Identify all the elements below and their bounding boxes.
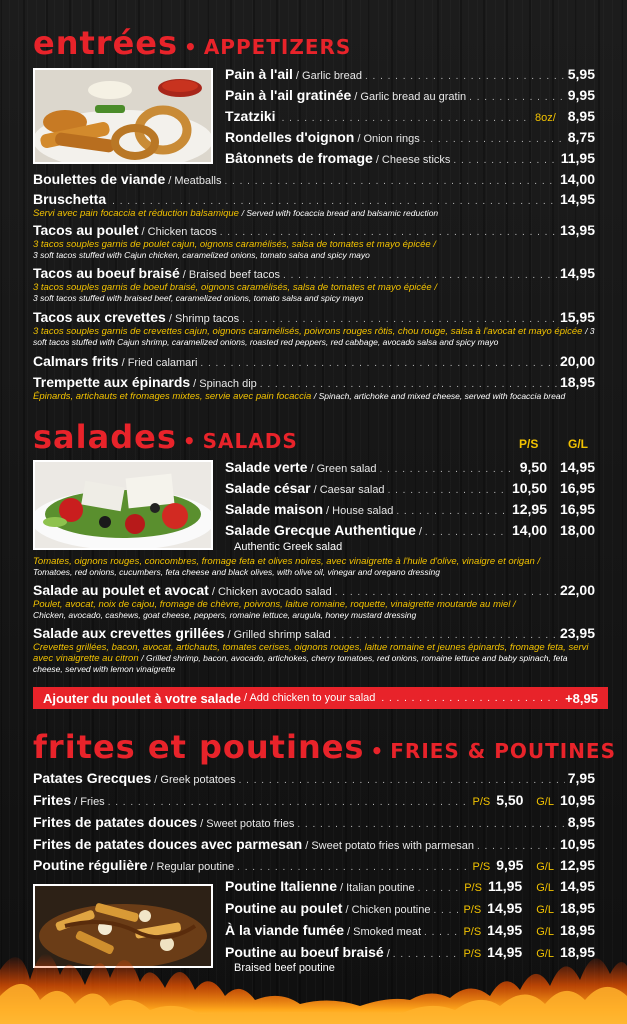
appetizer-photo bbox=[33, 68, 213, 164]
entrees-heading: entrées • APPETIZERS bbox=[33, 24, 352, 62]
menu-item: Patates Grecques / Greek potatoes . . . 7,95 bbox=[33, 770, 595, 790]
menu-item: Salade verte / Green salad . . . 9,50 14,95 bbox=[225, 459, 595, 479]
item-english-name: Authentic Greek salad bbox=[234, 541, 343, 553]
menu-item: Salade au poulet et avocat / Chicken avocado salad . . . 22,00 bbox=[33, 582, 595, 602]
item-english-name: Braised beef poutine bbox=[234, 962, 335, 974]
item-description: Tomates, oignons rouges, concombres, fromage feta et olives noires, avec vinaigrette à l'huile d'olive, vinaigre et origan / Tomatoes, red onions, cucumbers, feta cheese and black olives, with olive oil, vinegar and oregano dressing bbox=[33, 556, 541, 577]
item-description: Poulet, avocat, noix de cajou, fromage de chèvre, poivrons, laitue romaine, roquette, vinaigrette moutarde au miel / Chicken, avocado, cashews, goat cheese, peppers, romaine lettuce, arugula, honey mustard dressing bbox=[33, 599, 516, 620]
menu-item: Poutine régulière / Regular poutine . . . P/S 9,95 G/L 12,95 bbox=[33, 857, 595, 877]
menu-item: Tacos au poulet / Chicken tacos . . . 13,95 bbox=[33, 222, 595, 242]
menu-item: À la viande fumée / Smoked meat . . . P/S 14,95 G/L 18,95 bbox=[225, 922, 595, 942]
item-description: Épinards, artichauts et fromages mixtes, servie avec pain focaccia / Spinach, artichoke and mixed cheese, served with focaccia bread bbox=[33, 391, 566, 402]
menu-item: Poutine Italienne / Italian poutine . . . P/S 11,95 G/L 14,95 bbox=[225, 878, 595, 898]
menu-item: Bâtonnets de fromage / Cheese sticks . . . 11,95 bbox=[225, 150, 595, 170]
salades-title: salades bbox=[33, 418, 177, 456]
menu-item: Salade maison / House salad . . . 12,95 16,95 bbox=[225, 501, 595, 521]
menu-item: Salade césar / Caesar salad . . . 10,50 16,95 bbox=[225, 480, 595, 500]
menu-item: Salade Grecque Authentique / . . . 14,00 18,00 bbox=[225, 522, 595, 542]
entrees-title: entrées bbox=[33, 24, 179, 62]
item-description: Crevettes grillées, bacon, avocat, artichauts, tomates cerises, oignons rouges, laitue romaine et jeunes épinards, fromage feta, servi avec vinaigrette au citron / Grilled shrimp, bacon, avocado, artichokes, cherry tomatoes, red onions, romaine lettuce and baby spinach, feta cheese, served with lemon vinaigrette bbox=[33, 642, 589, 674]
menu-item: Frites de patates douces / Sweet potato fries . . . 8,95 bbox=[33, 814, 595, 834]
menu-item: Poutine au boeuf braisé / . . . P/S 14,95 G/L 18,95 bbox=[225, 944, 595, 964]
item-description: Servi avec pain focaccia et réduction balsamique / Served with focaccia bread and balsamic reduction bbox=[33, 208, 439, 219]
menu-item: Pain à l'ail / Garlic bread . . . 5,95 bbox=[225, 66, 595, 86]
menu-item: Salade aux crevettes grillées / Grilled shrimp salad . . . 23,95 bbox=[33, 625, 595, 645]
item-description: 3 tacos souples garnis de boeuf braisé, oignons caramélisés, salsa de tomates et mayo épicée / 3 soft tacos stuffed with braised beef, caramelized onions, tomato salsa and spicy mayo bbox=[33, 282, 437, 303]
item-description: 3 tacos souples garnis de crevettes cajun, oignons caramélisés, poivrons rouges rôtis, chou rouge, salsa à l'avocat et mayo épicée / 3 soft tacos stuffed with Cajun shrimp, caramelized onions, roasted red peppers, red cabbage, avocado salsa and spicy mayo bbox=[33, 326, 595, 347]
menu-item: Pain à l'ail gratinée / Garlic bread au gratin . . . 9,95 bbox=[225, 87, 595, 107]
column-header-ps: P/S bbox=[519, 437, 539, 451]
menu-item: Calmars frits / Fried calamari . . . 20,00 bbox=[33, 353, 595, 373]
salad-photo bbox=[33, 460, 213, 550]
menu-item: Frites / Fries . . . P/S 5,50 G/L 10,95 bbox=[33, 792, 595, 812]
entrees-subtitle: APPETIZERS bbox=[203, 35, 352, 59]
menu-item: Poutine au poulet / Chicken poutine . . . P/S 14,95 G/L 18,95 bbox=[225, 900, 595, 920]
frites-heading: frites et poutines • FRIES & POUTINES bbox=[33, 728, 616, 766]
menu-item: Trempette aux épinards / Spinach dip . . . 18,95 bbox=[33, 374, 595, 394]
salades-subtitle: SALADS bbox=[202, 429, 298, 453]
menu-item: Bruschetta . . . 14,95 bbox=[33, 191, 595, 211]
frites-title: frites et poutines bbox=[33, 728, 365, 766]
menu-item: Frites de patates douces avec parmesan / Sweet potato fries with parmesan . . . 10,95 bbox=[33, 836, 595, 856]
addon-chicken-banner: Ajouter du poulet à votre salade / Add chicken to your salad . . . +8,95 bbox=[33, 687, 608, 709]
menu-item: Tacos au boeuf braisé / Braised beef tacos . . . 14,95 bbox=[33, 265, 595, 285]
column-header-gl: G/L bbox=[568, 437, 588, 451]
menu-item: Rondelles d'oignon / Onion rings . . . 8,75 bbox=[225, 129, 595, 149]
item-description: 3 tacos souples garnis de poulet cajun, oignons caramélisés, salsa de tomates et mayo épicée / 3 soft tacos stuffed with Cajun chicken, caramelized onions, tomato salsa and spicy mayo bbox=[33, 239, 436, 260]
menu-item: Tzatziki . . . 8oz/ 8,95 bbox=[225, 108, 595, 128]
menu-item: Boulettes de viande / Meatballs . . . 14,00 bbox=[33, 171, 595, 191]
flames-decoration bbox=[0, 900, 627, 1024]
menu-item: Tacos aux crevettes / Shrimp tacos . . . 15,95 bbox=[33, 309, 595, 329]
salades-heading: salades • SALADS bbox=[33, 418, 298, 456]
frites-subtitle: FRIES & POUTINES bbox=[390, 739, 616, 763]
